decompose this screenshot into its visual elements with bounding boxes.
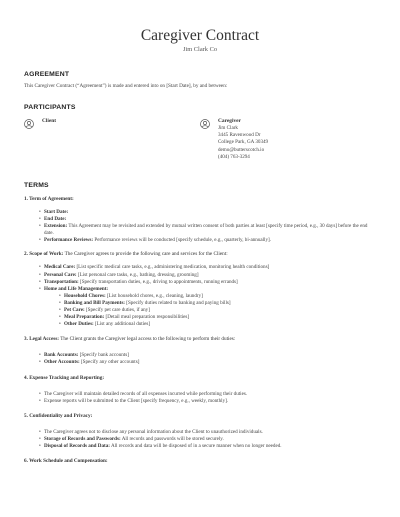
term-1-list xyxy=(24,209,376,244)
term-4-heading: 4. Expense Tracking and Reporting: xyxy=(24,374,105,381)
agreement-section xyxy=(24,70,376,90)
agreement-heading: AGREEMENT xyxy=(24,71,70,78)
list-item: • The Caregiver will maintain detailed records of all expenses incurred while performing their duties. xyxy=(44,391,376,398)
caregiver-name: Jim Clark xyxy=(218,125,238,131)
agreement-text: This Caregiver Contract (“Agreement”) is made and entered into on [Start Date], by and between: xyxy=(24,83,228,89)
list-item: • Pet Care: [Specify pet care duties, if any] xyxy=(64,307,376,314)
list-item: • End Date: xyxy=(44,216,376,223)
term-3-list xyxy=(24,352,376,366)
participants-section xyxy=(24,103,376,161)
list-item: • Banking and Bill Payments: [Specify duties related to banking and paying bills] xyxy=(64,300,376,307)
company-name: Jim Clark Co xyxy=(182,46,218,53)
caregiver-label: Caregiver xyxy=(218,118,241,124)
term-3-heading: 3. Legal Access: The Client grants the Caregiver legal access to the following to perform their duties: xyxy=(24,336,236,343)
list-item: • Medical Care: [List specific medical care tasks, e.g., administering medication, monitoring health conditions] xyxy=(44,264,376,271)
person-circle-icon xyxy=(24,119,34,129)
client-label: Client xyxy=(42,118,57,124)
list-item: • Expense reports will be submitted to the Client [specify frequency, e.g., weekly, monthly]. xyxy=(44,398,376,405)
list-item: • Other Accounts: [Specify any other accounts] xyxy=(44,359,376,366)
term-4-list xyxy=(24,391,376,405)
term-2-list xyxy=(24,264,376,292)
list-item: • Meal Preparation: [Detail meal preparation responsibilities] xyxy=(64,314,376,321)
list-item: • Disposal of Records and Data: All records and data will be disposed of in a secure manner when no longer needed. xyxy=(44,443,376,450)
caregiver-email: demo@butterscotch.io xyxy=(218,146,265,153)
caregiver-city: College Park, GA 30349 xyxy=(218,139,269,146)
list-item: • Storage of Records and Passwords: All records and passwords will be stored securely. xyxy=(44,436,376,443)
client-block xyxy=(24,118,200,161)
terms-heading: TERMS xyxy=(24,182,49,190)
list-item: • Start Date: xyxy=(44,209,376,216)
participants-heading: PARTICIPANTS xyxy=(24,104,76,111)
participants-row xyxy=(24,118,376,161)
terms-section xyxy=(24,181,376,465)
list-item: • Bank Accounts: [Specify bank accounts] xyxy=(44,352,376,359)
list-item: • Other Duties: [List any additional duties] xyxy=(64,321,376,328)
list-item: • Transportation: [Specify transportation duties, e.g., driving to appointments, running errands] xyxy=(44,279,376,286)
list-item: • Performance Reviews: Performance reviews will be conducted [specify schedule, e.g., quarterly, bi-annually]. xyxy=(44,237,376,244)
term-5-list xyxy=(24,429,376,450)
term-1-heading: 1. Term of Agreement: xyxy=(24,196,74,203)
caregiver-block xyxy=(200,118,376,161)
term-6-heading: 6. Work Schedule and Compensation: xyxy=(24,457,108,464)
caregiver-street: 3445 Ravenwood Dr xyxy=(218,132,261,139)
list-item: • Household Chores: [List household chores, e.g., cleaning, laundry] xyxy=(64,293,376,300)
list-item: • Personal Care: [List personal care tasks, e.g., bathing, dressing, grooming] xyxy=(44,272,376,279)
list-item: • Home and Life Management: xyxy=(44,286,376,293)
list-item: • The Caregiver agrees not to disclose any personal information about the Client to unauthorized individuals. xyxy=(44,429,376,436)
term-5-heading: 5. Confidentiality and Privacy: xyxy=(24,412,93,419)
caregiver-phone: (404) 763-3294 xyxy=(218,153,250,160)
term-2-heading: 2. Scope of Work: The Caregiver agrees to provide the following care and services for the Client: xyxy=(24,251,228,258)
term-2-sublist xyxy=(24,293,376,328)
document-title: Caregiver Contract xyxy=(140,27,260,44)
list-item: • Extension: This Agreement may be revisited and extended by mutual written consent of both parties at least [specify time period, e.g., 30 days] before the end date. xyxy=(44,223,376,237)
person-circle-icon xyxy=(200,119,210,129)
